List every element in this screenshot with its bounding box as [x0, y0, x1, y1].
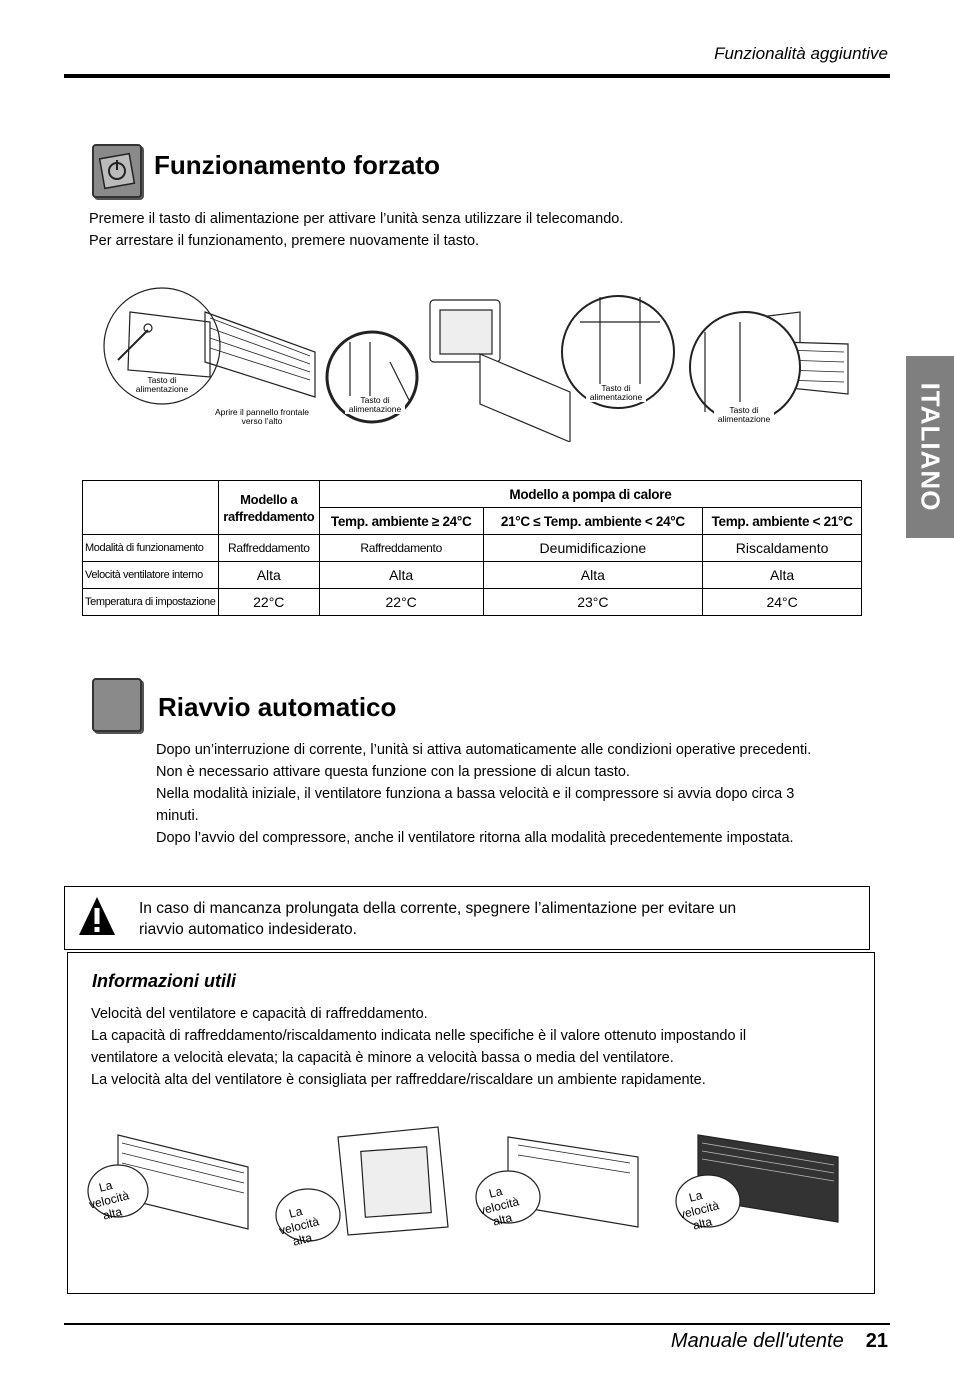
row-label: Temperatura di impostazione: [83, 589, 219, 616]
caption-power-button-1: Tasto di alimentazione: [130, 376, 194, 394]
auto-restart-title: Riavvio automatico: [158, 692, 397, 722]
language-tab: [906, 356, 954, 538]
cell: Alta: [483, 562, 703, 589]
row-label: Velocità ventilatore interno: [83, 562, 219, 589]
fan-speed-illustration: [78, 1117, 858, 1247]
info-line-2: La capacità di raffreddamento/riscaldamento indicata nelle specifiche è il valore ottenuto impostando il: [91, 1028, 747, 1044]
restart-line-5: Dopo l’avvio del compressore, anche il ventilatore ritorna alla modalità precedentemente impostata.: [156, 830, 794, 846]
forced-operation-text: [89, 208, 623, 252]
cell: Alta: [703, 562, 862, 589]
caption-power-button-4: Tasto di alimentazione: [714, 406, 774, 424]
table-sub-3: Temp. ambiente < 21°C: [703, 508, 862, 535]
row-label: Modalità di funzionamento: [83, 535, 219, 562]
forced-illustrations: [100, 282, 860, 442]
warning-text: [139, 898, 736, 940]
warning-icon: [77, 895, 117, 939]
caption-power-button-3: Tasto di alimentazione: [586, 384, 646, 402]
cell: Alta: [218, 562, 319, 589]
speech-bubble-1: La velocità alta: [87, 1178, 131, 1223]
cell: Raffreddamento: [319, 535, 483, 562]
cell: Riscaldamento: [703, 535, 862, 562]
info-line-4: La velocità alta del ventilatore è consigliata per raffreddare/riscaldare un ambiente rapidamente.: [91, 1072, 706, 1088]
restart-line-1: Dopo un’interruzione di corrente, l’unità si attiva automaticamente alle condizioni operative precedenti.: [156, 742, 812, 758]
restart-line-2: Non è necessario attivare questa funzione con la pressione di alcun tasto.: [156, 764, 630, 780]
warning-line-1: In caso di mancanza prolungata della corrente, spegnere l’alimentazione per evitare un: [139, 900, 737, 917]
speech-bubble-3: La velocità alta: [477, 1184, 521, 1229]
warning-line-2: riavvio automatico indesiderato.: [139, 921, 357, 938]
footer-rule: [64, 1323, 890, 1325]
footer-manual-title: Manuale dell'utente: [670, 1330, 844, 1352]
cell: Raffreddamento: [218, 535, 319, 562]
cell: Deumidificazione: [483, 535, 703, 562]
header-section-title: Funzionalità aggiuntive: [714, 44, 888, 63]
table-row: [83, 589, 862, 616]
table-head-heatpump: Modello a pompa di calore: [319, 481, 861, 508]
forced-line-1: Premere il tasto di alimentazione per attivare l’unità senza utilizzare il telecomando.: [89, 211, 624, 227]
language-tab-label: ITALIANO: [915, 382, 946, 512]
warning-box: [64, 886, 870, 950]
forced-operation-icon: [92, 144, 142, 198]
header-rule: [64, 74, 890, 78]
table-corner-cell: [83, 481, 219, 535]
caption-power-button-2: Tasto di alimentazione: [345, 396, 405, 414]
table-row: [83, 535, 862, 562]
cell: 22°C: [218, 589, 319, 616]
restart-line-3: Nella modalità iniziale, il ventilatore funziona a bassa velocità e il compressore si avvia dopo circa 3: [156, 786, 795, 802]
info-text: [91, 1003, 746, 1091]
speech-bubble-4: La velocità alta: [677, 1188, 721, 1233]
cell: 23°C: [483, 589, 703, 616]
info-line-3: ventilatore a velocità elevata; la capacità è minore a velocità bassa o media del ventilatore.: [91, 1050, 674, 1066]
info-line-1: Velocità del ventilatore e capacità di raffreddamento.: [91, 1006, 428, 1022]
auto-restart-text: [156, 739, 811, 849]
cell: Alta: [319, 562, 483, 589]
auto-restart-icon: [92, 678, 142, 732]
info-box: [67, 952, 875, 1294]
forced-line-2: Per arrestare il funzionamento, premere nuovamente il tasto.: [89, 233, 480, 249]
table-head-cooling: Modello a raffreddamento: [218, 481, 319, 535]
info-title: Informazioni utili: [92, 971, 236, 991]
forced-operation-table: [82, 480, 862, 616]
footer: [671, 1330, 888, 1353]
table-sub-1: Temp. ambiente ≥ 24°C: [319, 508, 483, 535]
cell: 24°C: [703, 589, 862, 616]
caption-open-panel: Aprire il pannello frontale verso l’alto: [212, 408, 312, 426]
speech-bubble-2: La velocità alta: [277, 1204, 321, 1249]
forced-operation-title: Funzionamento forzato: [154, 150, 440, 180]
restart-line-4: minuti.: [156, 808, 199, 824]
table-sub-2: 21°C ≤ Temp. ambiente < 24°C: [483, 508, 703, 535]
page-number: 21: [865, 1330, 888, 1352]
table-row: [83, 562, 862, 589]
cell: 22°C: [319, 589, 483, 616]
